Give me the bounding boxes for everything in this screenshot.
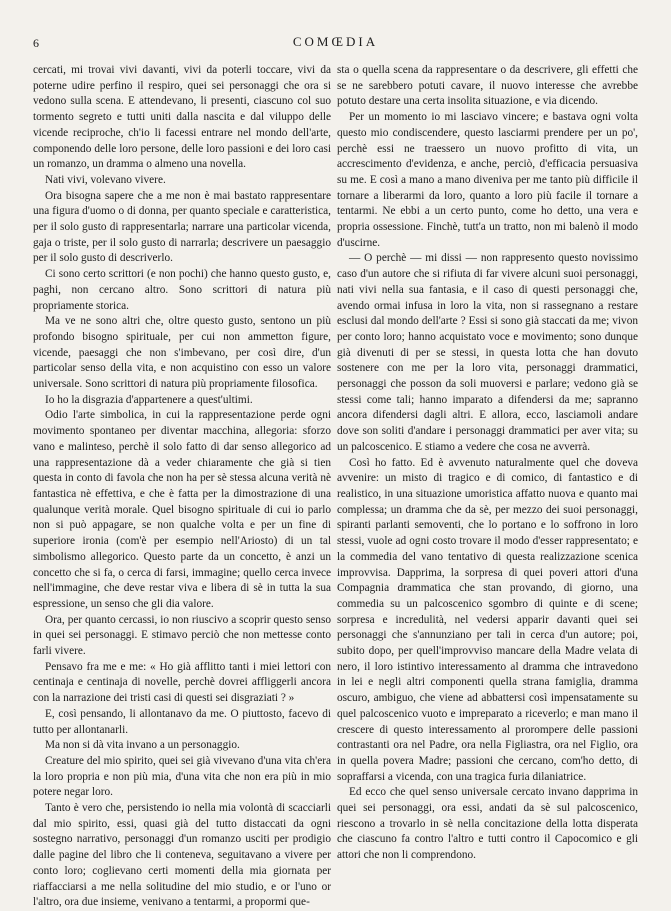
paragraph: Nati vivi, volevano vivere. — [45, 173, 166, 186]
right-column — [337, 63, 638, 864]
paragraph: Ed ecco che quel senso universale cercato invano dapprima in quei sei personaggi, ora essi, andati da sè sul palcoscenico, riescono a trovarlo in sè nella concitazione della lotta disperata che ciascuno fa contro l'altro e tutti contro il Capocomico e gli attori che non li comprendono. — [337, 786, 638, 862]
paragraph: Odio l'arte simbolica, in cui la rappresentazione perde ogni movimento spontaneo per diventar macchina, allegoria: sforzo vano e malinteso, perchè il solo fatto di dar senso allegorico ad una rappresentazione dà a veder chiaramente che già si tien questa in conto di favola che non ha per sè stessa alcuna verità nè fantastica nè effettiva, e che è fatta per la dimostrazione di una qualunque verità morale. Quel bisogno spirituale di cui io parlo non si può appagare, se non qualche volta e per un fine di superiore ironia (com'è per esempio nell'Ariosto) di un tal simbolismo allegorico. Questo parte da un concetto, è anzi un concetto che si fa, o cerca di farsi, immagine; quello cerca invece nell'immagine, che deve restar viva e libera di sè in tutta la sua espressione, un senso che gli dia valore. — [33, 409, 331, 610]
paragraph: Tanto è vero che, persistendo io nella mia volontà di scacciarli dal mio spirito, essi, quasi già del tutto distaccati da ogni sostegno narrativo, personaggi d'un romanzo usciti per prodigio dalle pagine del libro che li conteneva, seguitavano a vivere per conto loro; coglievano certi momenti della mia giornata per riaffacciarsi a me nella solitudine del mio studio, e or l'uno or l'altro, ora due insieme, venivano a tentarmi, a propormi que- — [33, 802, 331, 909]
paragraph: sta o quella scena da rappresentare o da descrivere, gli effetti che se ne sarebbero potuti cavare, il nuovo interesse che avrebbe potuto destare una certa insolita situazione, e via dicendo. — [337, 64, 638, 108]
paragraph: E, così pensando, li allontanavo da me. O piuttosto, facevo di tutto per allontanarli. — [33, 707, 331, 736]
journal-title: COMŒDIA — [292, 34, 379, 49]
paragraph: Ora, per quanto cercassi, io non riuscivo a scoprir questo senso in quei sei personaggi. E stimavo perciò che non mettesse conto farli vivere. — [33, 613, 331, 658]
paragraph: — O perchè — mi dissi — non rappresento questo novissimo caso d'un autore che si rifiuta di far vivere alcuni suoi personaggi, nati vivi nella sua fantasia, e il caso di questi personaggi che, avendo ormai infusa in loro la vita, non si rassegnano a restare esclusi dal mondo dell'arte ? Essi si sono già staccati da me; vivon per conto loro; hanno acquistato voce e movimento; sono dunque già divenuti di per se stessi, in questa lotta che han dovuto sostenere con me per la loro vita, personaggi drammatici, personaggi che posson da soli muoversi e parlare; vedono già se stessi come tali; hanno imparato a difendersi da me; sapranno ancora difendersi dagli altri. E allora, ecco, lasciamoli andare dove son soliti d'andare i personaggi drammatici per aver vita; su un palcoscenico. E stiamo a vedere che cosa ne avverrà. — [337, 252, 638, 453]
paragraph: Creature del mio spirito, quei sei già vivevano d'una vita ch'era la loro propria e non più mia, d'una vita che non era più in mio potere negar loro. — [33, 754, 331, 799]
paragraph: Così ho fatto. Ed è avvenuto naturalmente quel che doveva avvenire: un misto di tragico e di comico, di fantastico e di realistico, in una situazione umoristica affatto nuova e quanto mai complessa; un dramma che da sè, per mezzo dei suoi personaggi, spiranti parlanti semoventi, che lo portano e lo soffrono in loro stessi, vuole ad ogni costo trovare il modo d'esser rappresentato; e la commedia del vano tentativo di questa realizzazione scenica improvvisa. Dapprima, la sorpresa di quei poveri attori d'una Compagnia drammatica che stan provando, di giorno, una commedia su un palcoscenico sgombro di quinte e di scene; sorpresa e incredulità, nel vedersi apparir davanti quei sei personaggi che s'annunziano per tali in cerca d'un autore; poi, subito dopo, per quell'improvviso mancare della Madre velata di nero, il loro istintivo interessamento al dramma che intravedono in lei e negli altri componenti quella strana famiglia, dramma oscuro, ambiguo, che viene ad abbattersi così impensatamente su quel palcoscenico vuoto e impreparato a riceverlo; e man mano il crescere di questo interessamento al prorompere delle passioni contrastanti ora nel Padre, ora nella Figliastra, ora nel Figlio, ora in quella povera Madre; passioni che cercano, com'ho detto, di sopraffarsi a vicenda, con una tragica furia dilaniatrice. — [337, 456, 638, 783]
paragraph: Ma non si dà vita invano a un personaggio. — [45, 739, 240, 752]
left-column — [33, 63, 331, 911]
paragraph: Ora bisogna sapere che a me non è mai bastato rappresentare una figura d'uomo o di donna, per quanto speciale e caratteristica, per il solo gusto di rappresentarla; narrare una particolar vicenda, gaja o triste, per il solo gusto di narrarla; descrivere un paesaggio per il solo gusto di descriverlo. — [33, 189, 331, 265]
paragraph: Per un momento io mi lasciavo vincere; e bastava ogni volta questo mio condiscendere, questo lasciarmi prendere per un po', perchè essi ne traessero un nuovo profitto di vita, un accrescimento d'evidenza, e anche, perciò, d'efficacia persuasiva su me. E così a mano a mano diveniva per me tanto più difficile il tornare a liberarmi da loro, quanto a loro più facile il tornare a tentarmi. Ne ebbi a un certo punto, come ho detto, una vera e propria ossessione. Finchè, tutt'a un tratto, non mi balenò il modo d'uscirne. — [337, 111, 638, 249]
paragraph: Ma ve ne sono altri che, oltre questo gusto, sentono un più profondo bisogno spirituale, per cui non ammetton figure, vicende, paesaggi che non s'imbevano, per così dire, d'un particolar senso della vita, e non acquistino con esso un valore universale. Sono scrittori di natura più propriamente filosofica. — [33, 315, 331, 391]
paragraph: Ci sono certo scrittori (e non pochi) che hanno questo gusto, e, paghi, non cercano altro. Sono scrittori di natura più propriamente storica. — [33, 268, 331, 312]
paragraph: Io ho la disgrazia d'appartenere a quest'ultimi. — [45, 393, 253, 406]
paragraph: cercati, mi trovai vivi davanti, vivi da poterli toccare, vivi da poterne udire perfino il respiro, quei sei personaggi che ora si vedono sulla scena. E attendevano, li presenti, ciascuno col suo tormento segreto e tutti uniti dalla nascita e dal viluppo delle vicende reciproche, ch'io li facessi entrare nel mondo dell'arte, componendo delle loro persone, delle loro passioni e dei loro casi un romanzo, un dramma o almeno una novella. — [33, 64, 331, 171]
page-number: 6 — [33, 36, 39, 50]
paragraph: Pensavo fra me e me: « Ho già afflitto tanti i miei lettori con centinaja e centinaja di novelle, perchè dovrei affliggerli ancora con la narrazione dei tristi casi di questi sei disgraziati ? » — [33, 660, 331, 705]
